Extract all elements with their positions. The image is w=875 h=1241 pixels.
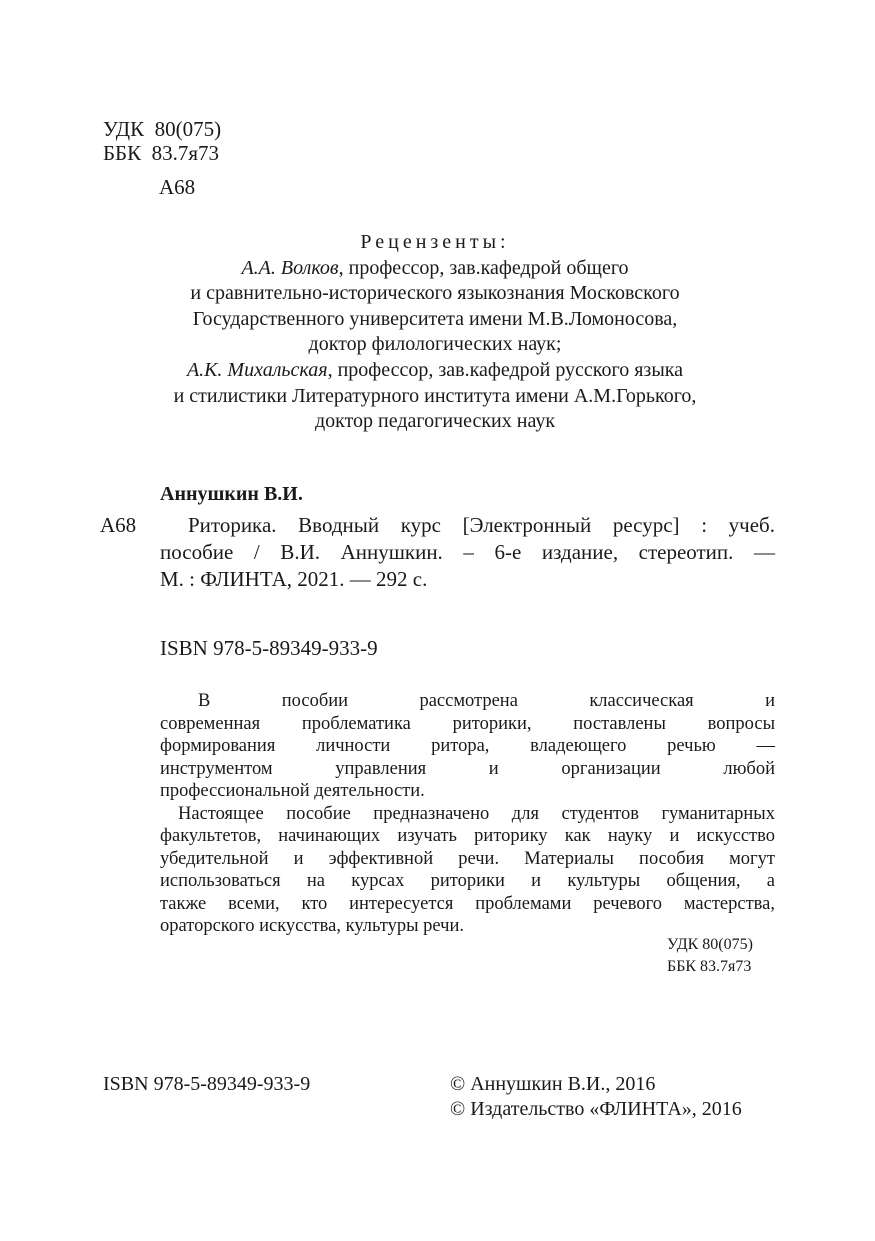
reviewer-1-line-1: А.А. Волков, профессор, зав.кафедрой общего xyxy=(241,256,629,279)
reviewer-1-line-2: и сравнительно-исторического языкознания Московского xyxy=(190,282,680,305)
bibliography-line-2: пособие / В.И. Аннушкин. – 6-е издание, стереотип. — xyxy=(160,540,775,564)
abstract-p2-line-4: использоваться на курсах риторики и культуры общения, а xyxy=(160,871,775,891)
abstract-udk: УДК 80(075) xyxy=(667,936,753,953)
copyright-publisher: © Издательство «ФЛИНТА», 2016 xyxy=(450,1098,742,1120)
abstract xyxy=(160,690,775,938)
bibliography-line-3: М. : ФЛИНТА, 2021. — 292 с. xyxy=(160,567,428,591)
abstract-codes xyxy=(667,934,753,978)
abstract-p1-line-4: инструментом управления и организации любой xyxy=(160,758,775,779)
reviewer-1-name: А.А. Волков xyxy=(241,256,339,279)
book-author: Аннушкин В.И. xyxy=(160,483,303,505)
abstract-p1-line-5: профессиональной деятельности. xyxy=(160,781,425,801)
reviewer-2-line-1: А.К. Михальская, профессор, зав.кафедрой русского языка xyxy=(186,358,684,381)
author-mark: А68 xyxy=(159,175,196,199)
bibliography-line-1: Риторика. Вводный курс [Электронный ресурс] : учеб. xyxy=(188,513,775,537)
abstract-p2-line-6: ораторского искусства, культуры речи. xyxy=(160,916,464,936)
bbk-code: ББК 83.7я73 xyxy=(103,141,220,165)
reviewer-2-line-2: и стилистики Литературного института имени А.М.Горького, xyxy=(173,384,697,407)
bibliography-entry xyxy=(160,512,775,593)
reviewers-title: Рецензенты: xyxy=(360,231,510,253)
udk-code: УДК 80(075) xyxy=(103,117,222,141)
abstract-p2-line-5: также всеми, кто интересуется проблемами речевого мастерства, xyxy=(160,893,775,914)
footer-isbn: ISBN 978-5-89349-933-9 xyxy=(103,1073,311,1095)
abstract-p2-line-2: факультетов, начинающих изучать риторику как науку и искусство xyxy=(160,826,775,846)
abstract-p1-line-3: формирования личности ритора, владеющего речью — xyxy=(160,736,775,756)
abstract-p1-line-1: В пособии рассмотрена классическая и xyxy=(198,691,775,711)
copyright-block xyxy=(450,1072,742,1122)
abstract-p2-line-3: убедительной и эффективной речи. Материалы пособия могут xyxy=(160,848,775,869)
copyright-author: © Аннушкин В.И., 2016 xyxy=(450,1073,656,1095)
abstract-bbk: ББК 83.7я73 xyxy=(667,958,752,975)
bibliography-mark: А68 xyxy=(100,513,137,537)
book-isbn: ISBN 978-5-89349-933-9 xyxy=(160,636,378,660)
reviewers-block xyxy=(90,230,780,435)
reviewer-2-line-3: доктор педагогических наук xyxy=(314,410,556,433)
reviewer-2-name: А.К. Михальская xyxy=(186,358,328,381)
abstract-p1-line-2: современная проблематика риторики, поставлены вопросы xyxy=(160,713,775,734)
abstract-p2-line-1: Настоящее пособие предназначено для студентов гуманитарных xyxy=(178,803,775,824)
reviewer-1-line-3: Государственного университета имени М.В.Ломоносова, xyxy=(192,307,678,330)
reviewer-1-line-4: доктор филологических наук; xyxy=(308,333,562,356)
